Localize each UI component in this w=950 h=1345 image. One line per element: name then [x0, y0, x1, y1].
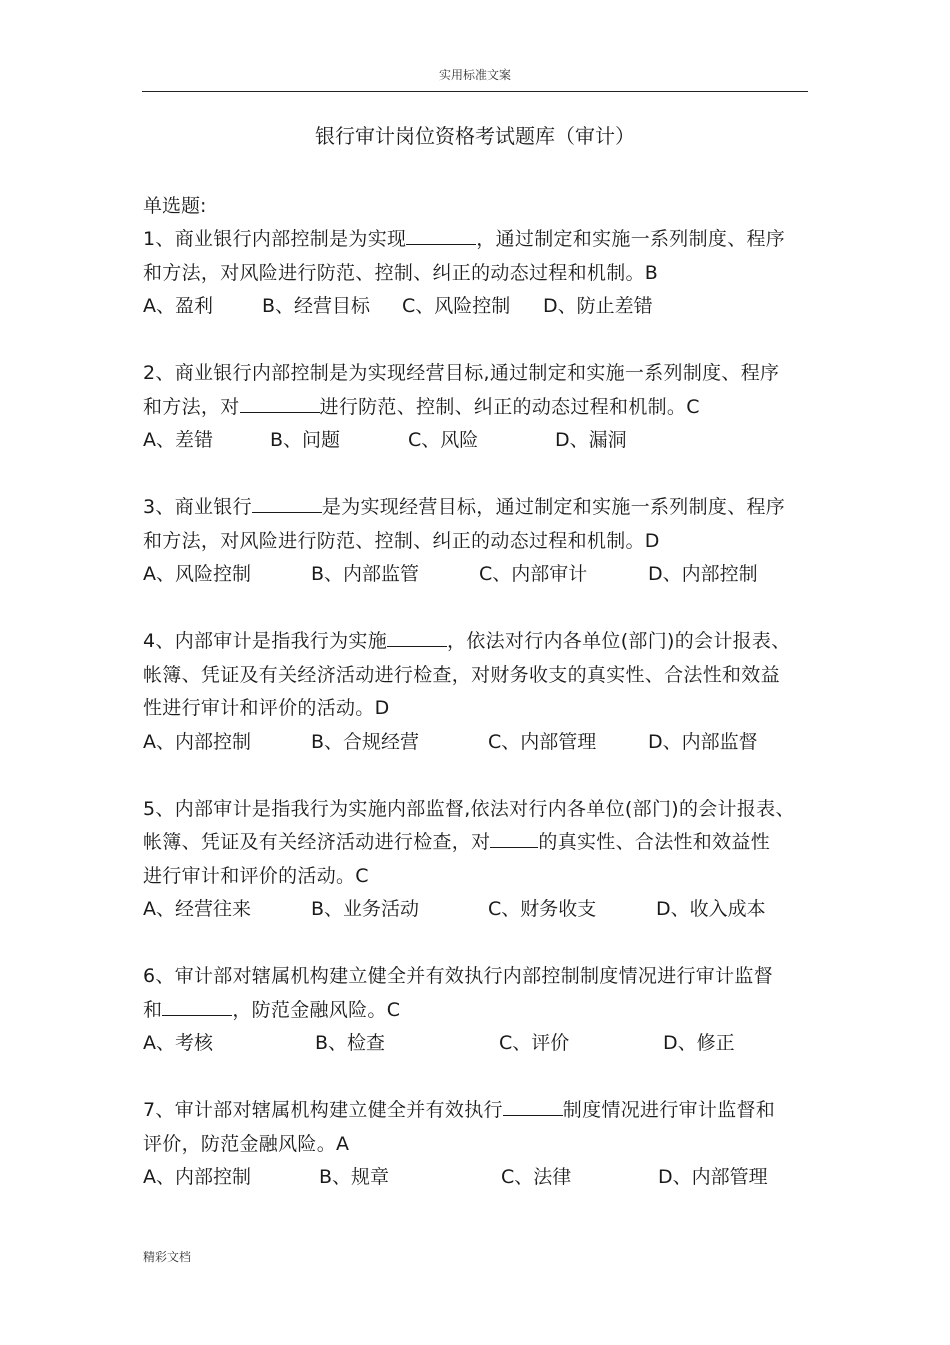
question-text: 7、审计部对辖属机构建立健全并有效执行: [143, 1099, 503, 1121]
options-row: [143, 290, 843, 324]
answer-blank: [490, 828, 538, 848]
option-d: D、漏洞: [555, 429, 627, 451]
option-d: D、内部控制: [648, 563, 758, 585]
question-text-line: 帐簿、凭证及有关经济活动进行检查，对财务收支的真实性、合法性和效益: [143, 663, 780, 686]
option-b: B、规章: [319, 1166, 390, 1188]
question-text-line: 评价，防范金融风险。A: [143, 1132, 350, 1155]
answer-blank: [240, 393, 320, 413]
option-d: D、内部管理: [658, 1166, 768, 1188]
question-text: 1、商业银行内部控制是为实现: [143, 228, 407, 250]
question-text-line: [143, 826, 843, 860]
option-a: A、考核: [143, 1032, 213, 1054]
question-text-line: [143, 1094, 843, 1128]
document-title: 银行审计岗位资格考试题库（审计）: [315, 124, 635, 148]
options-row: [143, 726, 843, 760]
option-b: B、问题: [270, 429, 341, 451]
question-text: 4、内部审计是指我行为实施: [143, 630, 387, 652]
option-d: D、防止差错: [543, 295, 653, 317]
question-4: [143, 625, 843, 759]
question-6: [143, 960, 843, 1061]
option-a: A、盈利: [143, 295, 213, 317]
question-text: 和: [143, 998, 163, 1021]
section-heading: 单选题:: [143, 195, 207, 217]
options-row: [143, 558, 843, 592]
question-text-line: 和方法，对风险进行防范、控制、纠正的动态过程和机制。D: [143, 529, 660, 552]
option-c: C、评价: [499, 1032, 570, 1054]
answer-blank: [252, 493, 322, 513]
question-text-line: [143, 625, 843, 659]
question-text: 和方法，对: [143, 395, 240, 418]
option-b: B、检查: [315, 1032, 386, 1054]
question-text-line: 性进行审计和评价的活动。D: [143, 697, 390, 719]
option-d: D、内部监督: [648, 730, 758, 753]
option-c: C、风险: [408, 429, 479, 451]
page-footer: 精彩文档: [143, 1250, 192, 1264]
option-a: A、内部控制: [143, 730, 251, 753]
question-text: ，防范金融风险。C: [232, 998, 401, 1021]
question-text-line: [143, 223, 843, 257]
question-text-line: [143, 491, 843, 525]
question-text-line: 5、内部审计是指我行为实施内部监督,依法对行内各单位(部门)的会计报表、: [143, 797, 795, 820]
question-7: [143, 1094, 843, 1195]
question-text: ，通过制定和实施一系列制度、程序: [476, 228, 786, 250]
option-b: B、业务活动: [311, 898, 420, 920]
question-text: 制度情况进行审计监督和: [562, 1099, 776, 1121]
answer-blank: [162, 996, 232, 1016]
answer-blank: [406, 225, 476, 245]
question-5: [143, 793, 843, 927]
question-text: ，依法对行内各单位(部门)的会计报表、: [447, 630, 791, 652]
question-text: 进行防范、控制、纠正的动态过程和机制。C: [319, 395, 700, 418]
question-text: 的真实性、合法性和效益性: [538, 831, 771, 853]
question-list: [143, 190, 843, 1195]
option-a: A、差错: [143, 429, 213, 451]
option-c: C、内部管理: [488, 730, 597, 753]
question-1: [143, 223, 843, 324]
question-text: 帐簿、凭证及有关经济活动进行检查，对: [143, 831, 491, 853]
option-c: C、财务收支: [488, 898, 597, 920]
question-text-line: 和方法，对风险进行防范、控制、纠正的动态过程和机制。B: [143, 261, 659, 284]
options-row: [143, 893, 843, 927]
option-c: C、法律: [501, 1166, 572, 1188]
answer-blank: [387, 627, 447, 647]
option-b: B、内部监管: [311, 563, 420, 585]
page-header: 实用标准文案: [438, 68, 511, 82]
option-d: D、收入成本: [656, 898, 766, 920]
question-text-line: 6、审计部对辖属机构建立健全并有效执行内部控制制度情况进行审计监督: [143, 965, 773, 987]
question-text-line: 进行审计和评价的活动。C: [143, 864, 369, 887]
answer-blank: [503, 1096, 563, 1116]
question-text-line: [143, 391, 843, 425]
header-rule: [142, 91, 808, 92]
option-c: C、风险控制: [402, 295, 511, 317]
options-row: [143, 424, 843, 458]
question-3: [143, 491, 843, 592]
question-text-line: 2、商业银行内部控制是为实现经营目标,通过制定和实施一系列制度、程序: [143, 362, 780, 384]
option-b: B、经营目标: [262, 295, 371, 317]
question-text: 3、商业银行: [143, 496, 252, 518]
question-text: 是为实现经营目标，通过制定和实施一系列制度、程序: [321, 496, 786, 518]
option-a: A、风险控制: [143, 563, 251, 585]
option-a: A、经营往来: [143, 898, 251, 920]
options-row: [143, 1027, 843, 1061]
options-row: [143, 1161, 843, 1195]
option-d: D、修正: [663, 1032, 735, 1054]
question-text-line: [143, 994, 843, 1028]
option-b: B、合规经营: [311, 730, 420, 753]
option-a: A、内部控制: [143, 1166, 251, 1188]
option-c: C、内部审计: [479, 563, 588, 585]
question-2: [143, 357, 843, 458]
